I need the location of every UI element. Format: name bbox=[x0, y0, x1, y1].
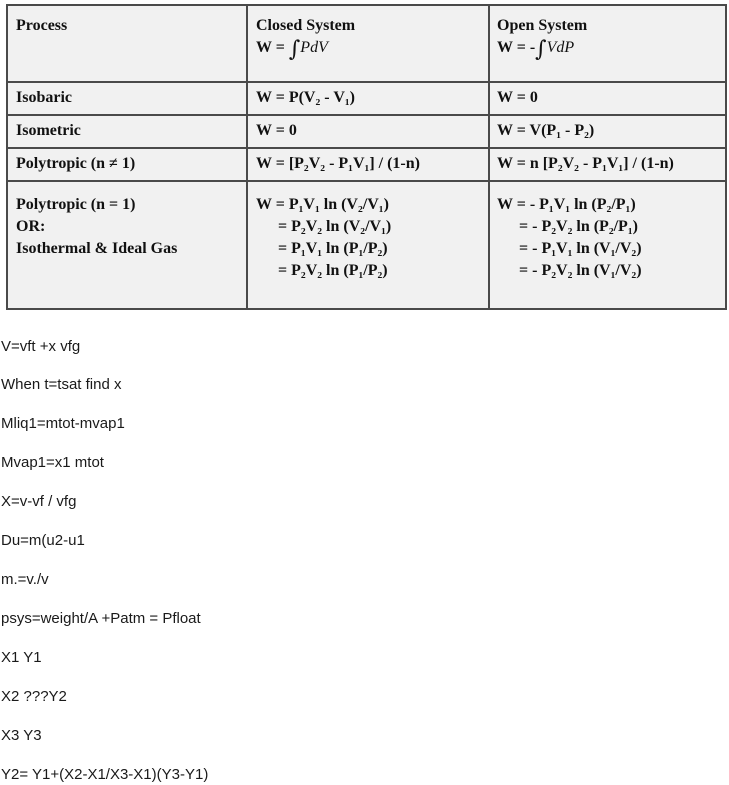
closed-formula-line: W = P₁V₁ ln (V₂/V₁) bbox=[256, 196, 389, 213]
open-formula: W = V(P₁ - P₂) bbox=[497, 122, 595, 139]
closed-formula-line: = P₂V₂ ln (P₁/P₂) bbox=[278, 262, 388, 279]
process-label: Polytropic (n ≠ 1) bbox=[16, 155, 136, 172]
row-polytropic-closed bbox=[256, 153, 420, 175]
open-formula: W = n [P₂V₂ - P₁V₁] / (1-n) bbox=[497, 155, 674, 172]
open-formula-line: = - P₁V₁ ln (V₁/V₂) bbox=[519, 240, 642, 257]
work-formulas-table bbox=[6, 4, 727, 310]
process-label: Isometric bbox=[16, 122, 81, 139]
note-line: Y2= Y1+(X2-X1/X3-X1)(Y3-Y1) bbox=[1, 766, 209, 783]
column-divider bbox=[246, 6, 248, 308]
header-open-system bbox=[497, 15, 587, 61]
process-label-line: Polytropic (n = 1) bbox=[16, 196, 136, 213]
open-integral-sign: ∫ bbox=[535, 37, 547, 62]
closed-formula: W = P(V₂ - V₁) bbox=[256, 89, 355, 106]
note-line: When t=tsat find x bbox=[1, 376, 122, 393]
row-divider bbox=[8, 180, 725, 182]
header-closed-formula bbox=[256, 37, 355, 61]
open-integrand: VdP bbox=[546, 39, 575, 56]
closed-formula: W = [P₂V₂ - P₁V₁] / (1-n) bbox=[256, 155, 420, 172]
note-line: Du=m(u2-u1 bbox=[1, 532, 85, 549]
closed-formula-line: = P₁V₁ ln (P₁/P₂) bbox=[278, 240, 388, 257]
row-isometric-closed bbox=[256, 120, 297, 142]
open-formula: W = 0 bbox=[497, 89, 538, 106]
row-polytropic-open bbox=[497, 153, 674, 175]
row-isothermal-process bbox=[16, 194, 177, 260]
process-label: Isobaric bbox=[16, 89, 72, 106]
open-formula-line: = - P₂V₂ ln (P₂/P₁) bbox=[519, 218, 638, 235]
process-label-line: OR: bbox=[16, 218, 46, 235]
row-isobaric-open bbox=[497, 87, 538, 109]
closed-formula-line: = P₂V₂ ln (V₂/V₁) bbox=[278, 218, 392, 235]
note-line: m.=v./v bbox=[1, 571, 49, 588]
row-isometric-open bbox=[497, 120, 594, 142]
closed-integral-sign: ∫ bbox=[288, 37, 301, 62]
row-isobaric-process bbox=[16, 87, 72, 109]
open-formula-line: = - P₂V₂ ln (V₁/V₂) bbox=[519, 262, 642, 279]
process-label-line: Isothermal & Ideal Gas bbox=[16, 240, 178, 257]
header-process bbox=[16, 15, 67, 37]
row-divider bbox=[8, 114, 725, 116]
header-closed-title: Closed System bbox=[256, 17, 356, 34]
row-divider bbox=[8, 81, 725, 83]
header-open-formula bbox=[497, 37, 587, 61]
note-line: V=vft +x vfg bbox=[1, 338, 81, 355]
note-line: Mvap1=x1 mtot bbox=[1, 454, 104, 471]
open-formula-prefix: W = - bbox=[497, 39, 536, 56]
note-line: X2 ???Y2 bbox=[1, 688, 67, 705]
note-line: X1 Y1 bbox=[1, 649, 42, 666]
closed-formula-prefix: W = bbox=[256, 39, 289, 56]
note-line: Mliq1=mtot-mvap1 bbox=[1, 415, 125, 432]
header-process-label: Process bbox=[16, 17, 68, 34]
closed-integrand: PdV bbox=[300, 39, 328, 56]
row-isothermal-open bbox=[497, 194, 642, 282]
column-divider bbox=[488, 6, 490, 308]
note-line: X3 Y3 bbox=[1, 727, 42, 744]
row-polytropic-process bbox=[16, 153, 135, 175]
row-isometric-process bbox=[16, 120, 81, 142]
row-divider bbox=[8, 147, 725, 149]
open-formula-line: W = - P₁V₁ ln (P₂/P₁) bbox=[497, 196, 636, 213]
closed-formula: W = 0 bbox=[256, 122, 297, 139]
note-line: psys=weight/A +Patm = Pfloat bbox=[1, 610, 201, 627]
row-isobaric-closed bbox=[256, 87, 355, 109]
header-closed-system bbox=[256, 15, 355, 61]
note-line: X=v-vf / vfg bbox=[1, 493, 77, 510]
row-isothermal-closed bbox=[256, 194, 391, 282]
header-open-title: Open System bbox=[497, 17, 588, 34]
